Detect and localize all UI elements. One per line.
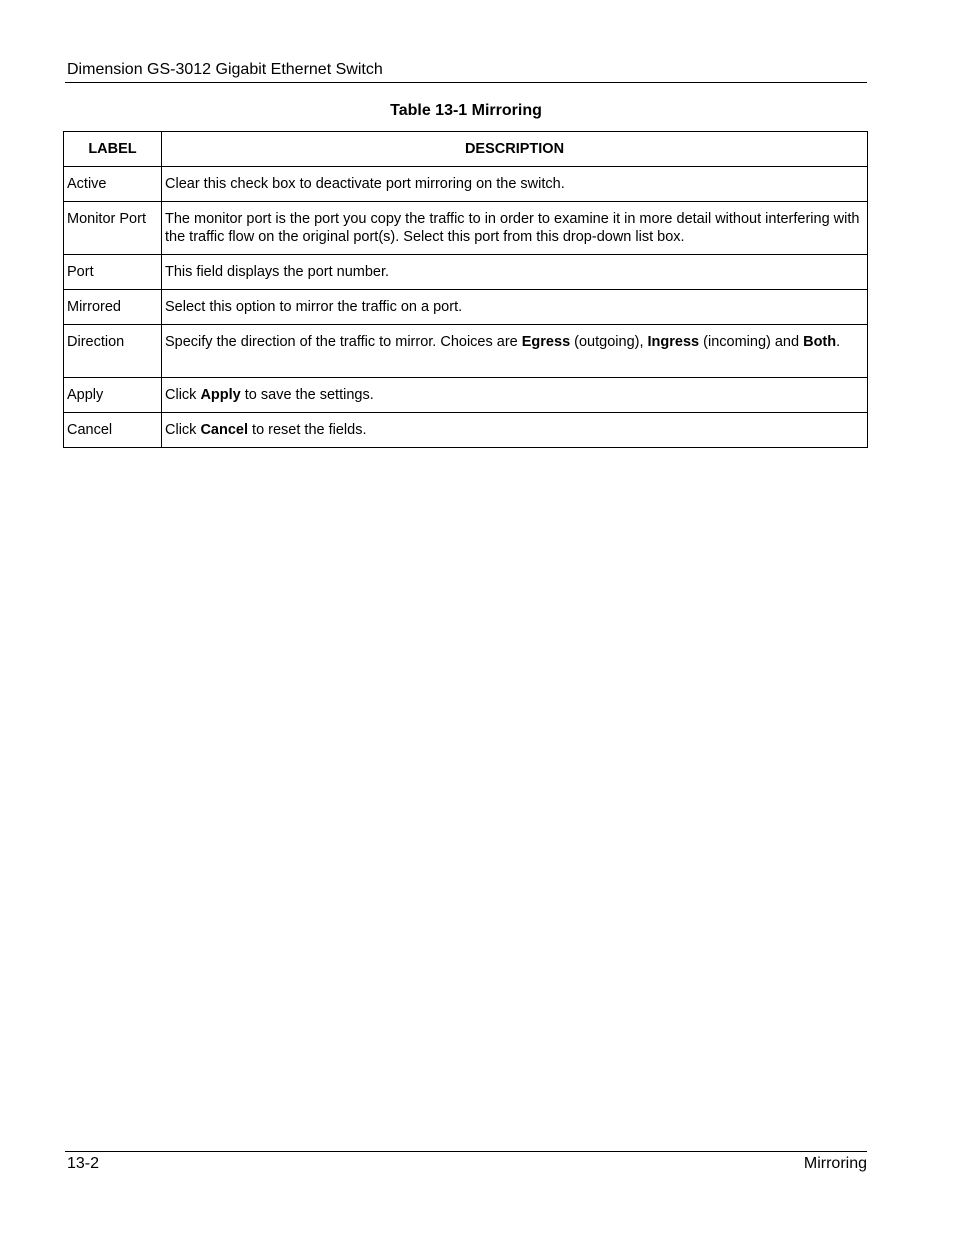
table-caption: Table 13-1 Mirroring bbox=[390, 102, 542, 119]
table-row bbox=[64, 378, 868, 413]
table-row bbox=[64, 290, 868, 325]
row-description: The monitor port is the port you copy the traffic to in order to examine it in more detail without interfering with the traffic flow on the original port(s). Select this port from this drop-down list box. bbox=[162, 202, 868, 255]
table-row bbox=[64, 325, 868, 378]
row-description: This field displays the port number. bbox=[162, 255, 868, 290]
chapter-name: Mirroring bbox=[803, 1155, 867, 1172]
page-number: 13-2 bbox=[67, 1155, 100, 1172]
table-row bbox=[64, 255, 868, 290]
row-description: Click Apply to save the settings. bbox=[162, 378, 868, 413]
table-row bbox=[64, 202, 868, 255]
table-row bbox=[64, 167, 868, 202]
mirroring-table bbox=[63, 131, 868, 448]
page-footer bbox=[65, 1151, 867, 1172]
row-label: Cancel bbox=[64, 413, 162, 448]
table-row bbox=[64, 413, 868, 448]
row-label: Mirrored bbox=[64, 290, 162, 325]
column-header-description: DESCRIPTION bbox=[162, 132, 868, 167]
row-label: Port bbox=[64, 255, 162, 290]
row-description: Click Cancel to reset the fields. bbox=[162, 413, 868, 448]
row-label: Monitor Port bbox=[64, 202, 162, 255]
page-header bbox=[65, 59, 867, 83]
row-description: Select this option to mirror the traffic on a port. bbox=[162, 290, 868, 325]
row-description: Specify the direction of the traffic to mirror. Choices are Egress (outgoing), Ingress (incoming) and Both. bbox=[162, 325, 868, 378]
row-label: Direction bbox=[64, 325, 162, 378]
column-header-label: LABEL bbox=[64, 132, 162, 167]
document-title: Dimension GS-3012 Gigabit Ethernet Switch bbox=[67, 61, 383, 78]
row-label: Apply bbox=[64, 378, 162, 413]
table-header-row bbox=[64, 132, 868, 167]
row-description: Clear this check box to deactivate port mirroring on the switch. bbox=[162, 167, 868, 202]
row-label: Active bbox=[64, 167, 162, 202]
